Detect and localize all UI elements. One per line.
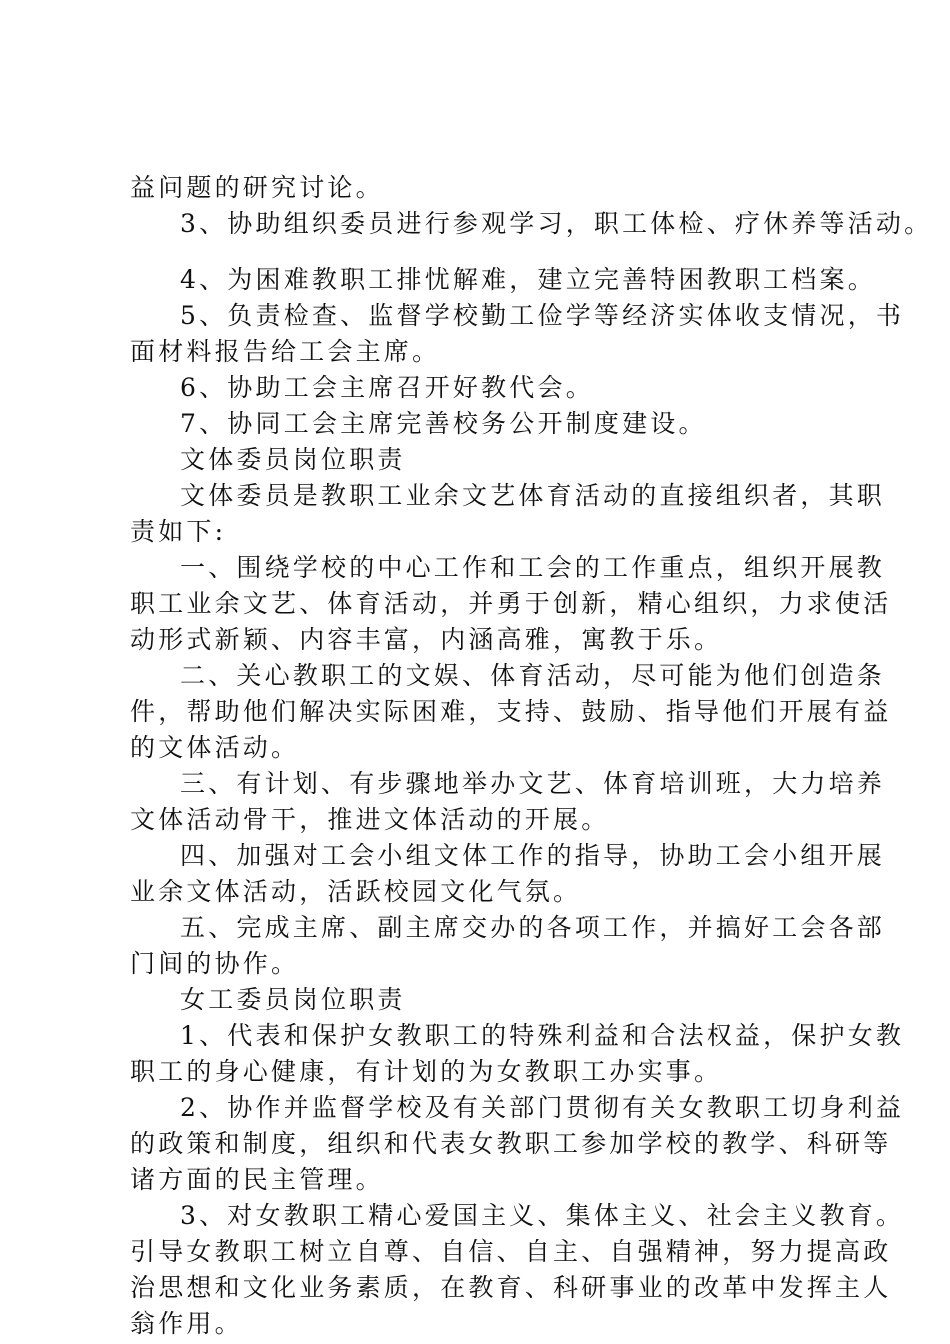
text-line: 2、协作并监督学校及有关部门贯彻有关女教职工切身利益	[180, 1093, 905, 1122]
section-heading: 文体委员岗位职责	[180, 445, 406, 474]
text-line: 文体活动骨干，推进文体活动的开展。	[130, 805, 610, 834]
text-line: 责如下:	[130, 517, 227, 546]
text-line: 门间的协作。	[130, 949, 300, 978]
text-line: 职工的身心健康，有计划的为女教职工办实事。	[130, 1057, 723, 1086]
text-line: 四、加强对工会小组文体工作的指导，协助工会小组开展	[180, 841, 886, 870]
text-line: 引导女教职工树立自尊、自信、自主、自强精神，努力提高政	[130, 1237, 892, 1266]
text-line: 动形式新颖、内容丰富，内涵高雅，寓教于乐。	[130, 625, 723, 654]
text-line: 一、围绕学校的中心工作和工会的工作重点，组织开展教	[180, 553, 886, 582]
text-line: 面材料报告给工会主席。	[130, 337, 441, 366]
text-line: 二、关心教职工的文娱、体育活动，尽可能为他们创造条	[180, 661, 886, 690]
text-line: 5、负责检查、监督学校勤工俭学等经济实体收支情况，书	[180, 301, 905, 330]
text-line: 件，帮助他们解决实际困难，支持、鼓励、指导他们开展有益	[130, 697, 892, 726]
text-line: 三、有计划、有步骤地举办文艺、体育培训班，大力培养	[180, 769, 886, 798]
text-line: 五、完成主席、副主席交办的各项工作，并搞好工会各部	[180, 913, 886, 942]
text-line: 4、为困难教职工排忧解难，建立完善特困教职工档案。	[180, 265, 876, 294]
text-line: 诸方面的民主管理。	[130, 1165, 384, 1194]
text-line: 治思想和文化业务素质，在教育、科研事业的改革中发挥主人	[130, 1273, 892, 1302]
text-line: 的文体活动。	[130, 733, 300, 762]
text-line: 7、协同工会主席完善校务公开制度建设。	[180, 409, 707, 438]
text-line: 翁作用。	[130, 1309, 243, 1338]
text-line: 文体委员是教职工业余文艺体育活动的直接组织者，其职	[180, 481, 886, 510]
text-line: 3、协助组织委员进行参观学习，职工体检、疗休养等活动。	[180, 209, 933, 238]
text-line: 职工业余文艺、体育活动，并勇于创新，精心组织，力求使活	[130, 589, 892, 618]
section-heading: 女工委员岗位职责	[180, 985, 406, 1014]
text-line: 的政策和制度，组织和代表女教职工参加学校的教学、科研等	[130, 1129, 892, 1158]
text-line: 业余文体活动，活跃校园文化气氛。	[130, 877, 582, 906]
text-line: 1、代表和保护女教职工的特殊利益和合法权益，保护女教	[180, 1021, 905, 1050]
text-line: 3、对女教职工精心爱国主义、集体主义、社会主义教育。	[180, 1201, 905, 1230]
text-line: 6、协助工会主席召开好教代会。	[180, 373, 594, 402]
text-line: 益问题的研究讨论。	[130, 173, 384, 202]
